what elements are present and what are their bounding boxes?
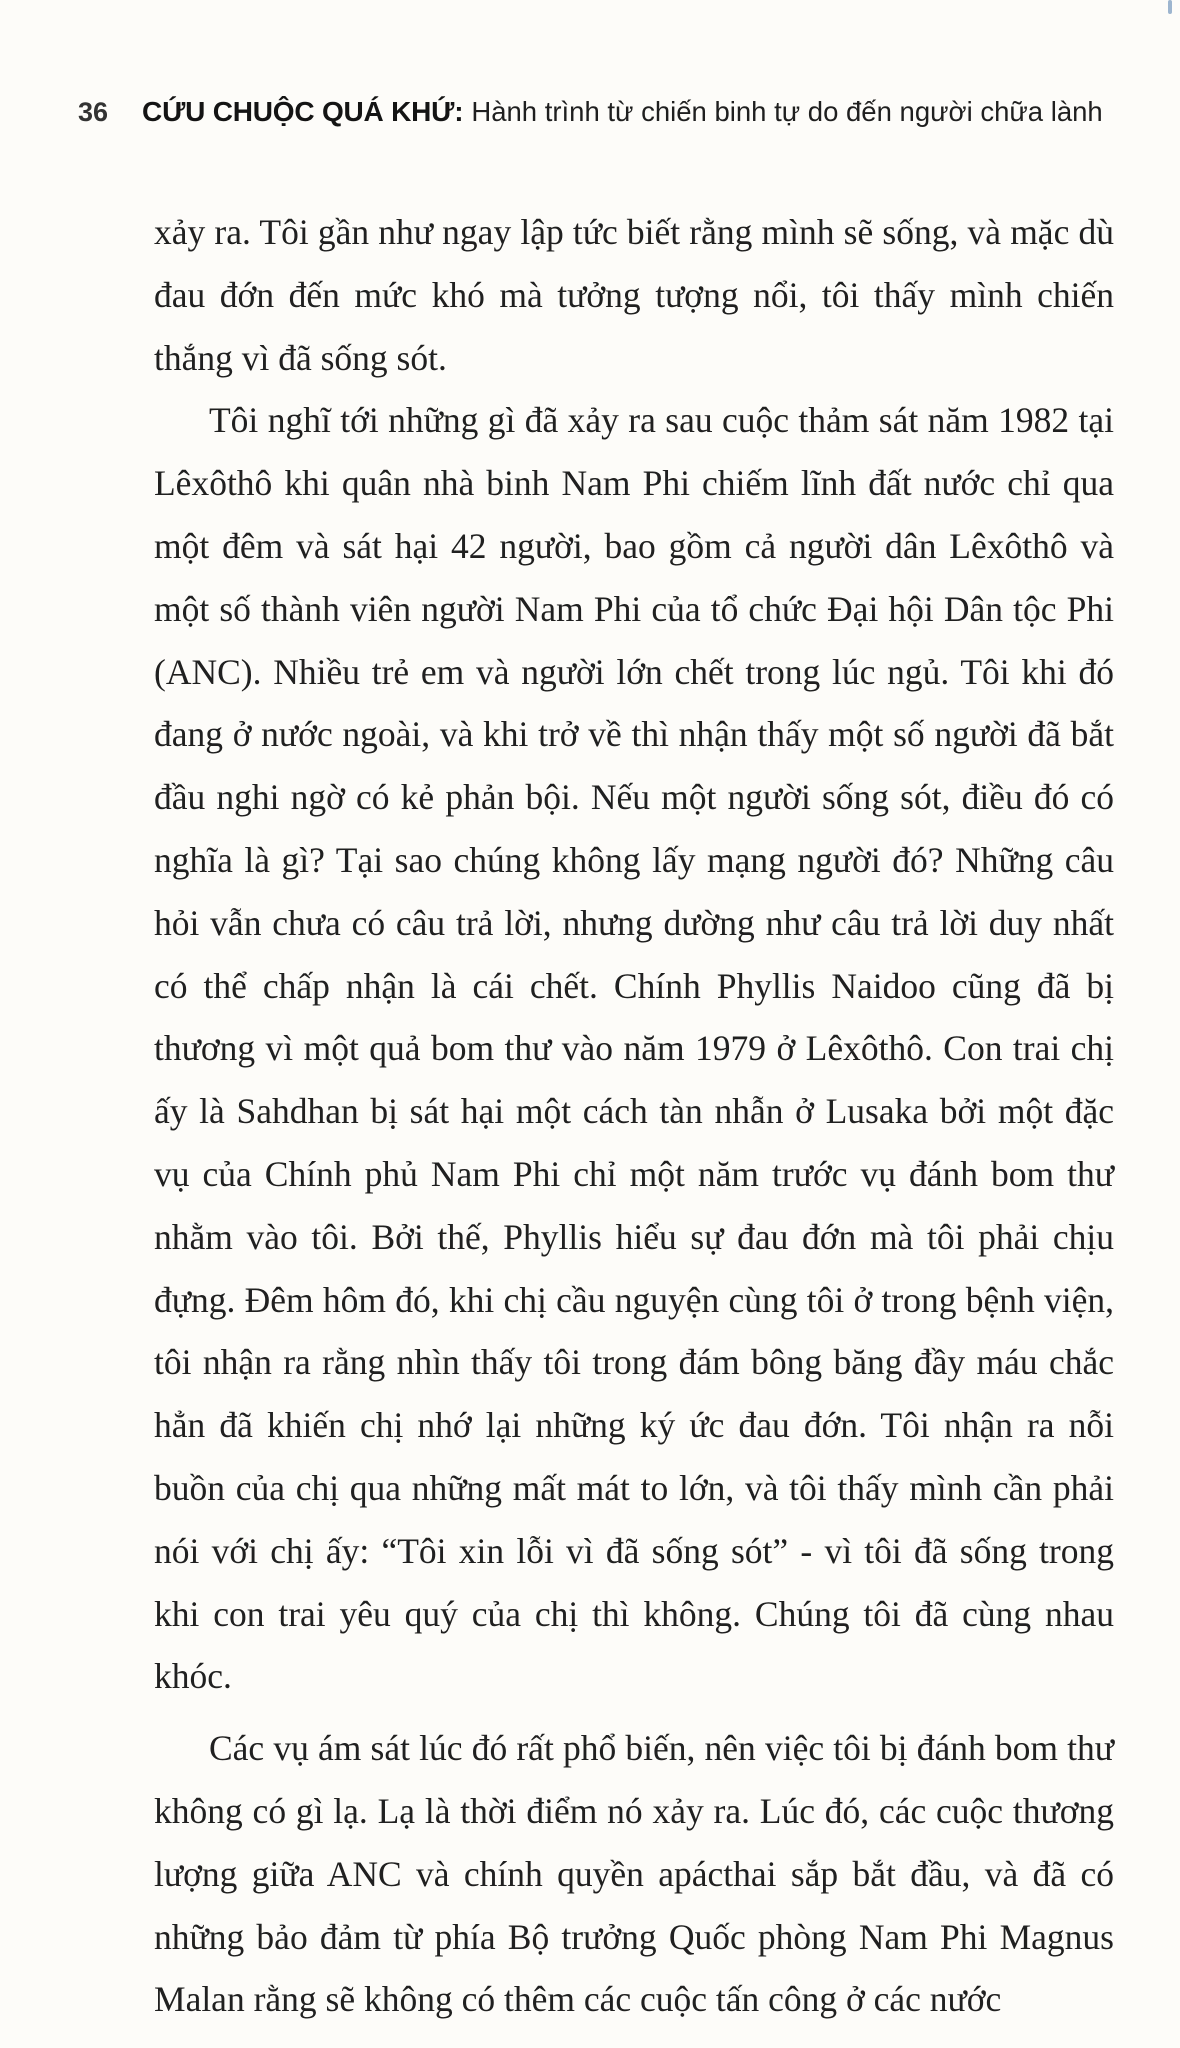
paragraph: Các vụ ám sát lúc đó rất phổ biến, nên việc tôi bị đánh bom thư không có gì lạ. Lạ là thời điểm nó xảy ra. Lúc đó, các cuộc thương lượng giữa ANC và chính quyền apácthai sắp bắt đầu, và đã có những bảo đảm từ phía Bộ trưởng Quốc phòng Nam Phi Magnus Malan rằng sẽ không có thêm các cuộc tấn công ở các nước (154, 1728, 1114, 2020)
paragraph-continuation: xảy ra. Tôi gần như ngay lập tức biết rằng mình sẽ sống, và mặc dù đau đớn đến mức khó mà tưởng tượng nổi, tôi thấy mình chiến thắng vì đã sống sót. (154, 212, 1114, 378)
page-number: 36 (78, 97, 109, 127)
running-header (78, 96, 1108, 144)
book-title: CỨU CHUỘC QUÁ KHỨ: (142, 96, 464, 127)
body-text (154, 201, 1114, 2031)
book-subtitle: Hành trình từ chiến binh tự do đến người chữa lành (471, 96, 1103, 127)
scan-edge-mark (1168, 0, 1172, 14)
paragraph: Tôi nghĩ tới những gì đã xảy ra sau cuộc thảm sát năm 1982 tại Lêxôthô khi quân nhà binh Nam Phi chiếm lĩnh đất nước chỉ qua một đêm và sát hại 42 người, bao gồm cả người dân Lêxôthô và một số thành viên người Nam Phi của tổ chức Đại hội Dân tộc Phi (ANC). Nhiều trẻ em và người lớn chết trong lúc ngủ. Tôi khi đó đang ở nước ngoài, và khi trở về thì nhận thấy một số người đã bắt đầu nghi ngờ có kẻ phản bội. Nếu một người sống sót, điều đó có nghĩa là gì? Tại sao chúng không lấy mạng người đó? Những câu hỏi vẫn chưa có câu trả lời, nhưng dường như câu trả lời duy nhất có thể chấp nhận là cái chết. Chính Phyllis Naidoo cũng đã bị thương vì một quả bom thư vào năm 1979 ở Lêxôthô. Con trai chị ấy là Sahdhan bị sát hại một cách tàn nhẫn ở Lusaka bởi một đặc vụ của Chính phủ Nam Phi chỉ một năm trước vụ đánh bom thư nhằm vào tôi. Bởi thế, Phyllis hiểu sự đau đớn mà tôi phải chịu đựng. Đêm hôm đó, khi chị cầu nguyện cùng tôi ở trong bệnh viện, tôi nhận ra rằng nhìn thấy tôi trong đám bông băng đầy máu chắc hẳn đã khiến chị nhớ lại những ký ức đau đớn. Tôi nhận ra nỗi buồn của chị qua những mất mát to lớn, và tôi thấy mình cần phải nói với chị ấy: “Tôi xin lỗi vì đã sống sót” - vì tôi đã sống trong khi con trai yêu quý của chị thì không. Chúng tôi đã cùng nhau khóc. (154, 400, 1114, 1697)
